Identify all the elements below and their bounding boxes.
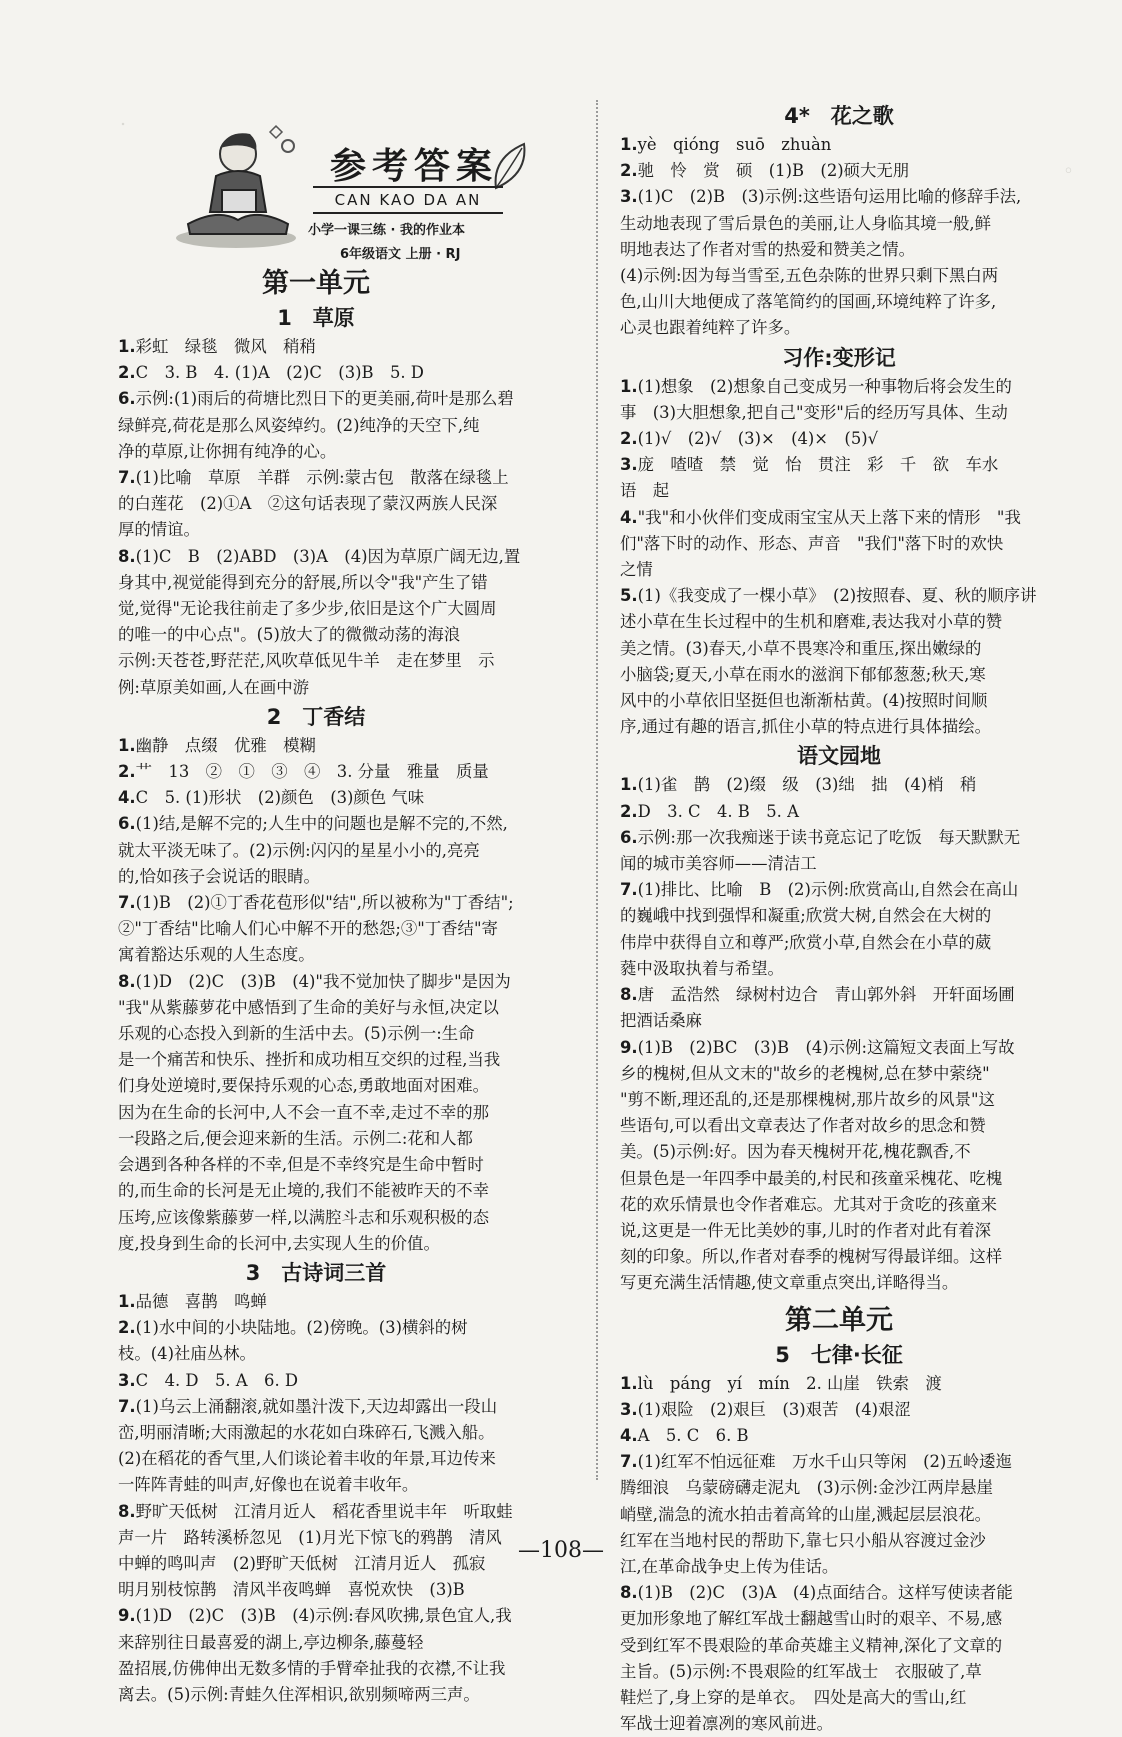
answer-line — [118, 386, 574, 412]
answer-text: 觉,觉得"无论我往前走了多少步,依旧是这个广大圆周 — [118, 599, 497, 619]
answer-text: lù páng yí mín 2. 山崖 铁索 渡 — [637, 1373, 942, 1393]
answer-text: 说,这更是一件无比美妙的事,儿时的作者对此有着深 — [620, 1220, 992, 1240]
answer-text: 美。(5)示例:好。因为春天槐树开花,槐花飘香,不 — [620, 1142, 971, 1162]
lesson-heading: 语文园地 — [797, 744, 881, 769]
answer-text: 把酒话桑麻 — [620, 1011, 702, 1031]
answer-line — [620, 211, 1058, 237]
answer-text: 绿鲜亮,荷花是那么风姿绰约。(2)纯净的天空下,纯 — [118, 415, 480, 435]
question-number: 1. — [620, 376, 638, 396]
answer-line — [620, 799, 1058, 825]
answer-line — [118, 1021, 574, 1047]
answer-line — [118, 1656, 574, 1682]
answer-title-pinyin: CAN KAO DA AN — [313, 186, 503, 214]
answer-text: 花的欢乐情景也令作者难忘。尤其对于贪吃的孩童来 — [620, 1194, 997, 1214]
answer-text: C 4. D 5. A 6. D — [135, 1370, 299, 1390]
answer-line — [118, 838, 574, 864]
answer-text: (1)乌云上涌翻滚,就如墨汁泼下,天边却露出一段山 — [135, 1396, 498, 1416]
left-column — [118, 100, 574, 1708]
answer-text: 寓着豁达乐观的人生态度。 — [118, 945, 315, 965]
question-number: 1. — [620, 775, 638, 795]
answer-text: 红军在当地村民的帮助下,靠七只小船从容渡过金沙 — [620, 1530, 986, 1550]
question-number: 4. — [620, 1425, 638, 1445]
answer-text: 峭壁,湍急的流水拍击着高耸的山崖,溅起层层浪花。 — [620, 1504, 992, 1524]
answer-text: 生动地表现了雪后景色的美丽,让人身临其境一般,鲜 — [620, 213, 992, 233]
answer-text: (1)排比、比喻 B (2)示例:欣赏高山,自然会在高山 — [637, 880, 1019, 900]
answer-line — [118, 1446, 574, 1472]
answer-line — [118, 517, 574, 543]
reading-boy-illustration — [158, 120, 308, 250]
answer-line — [620, 557, 1058, 583]
question-number: 5. — [620, 586, 638, 606]
question-number: 1. — [118, 1291, 136, 1311]
answer-line — [118, 942, 574, 968]
question-number: 7. — [620, 1452, 638, 1472]
answer-text: (1)艰险 (2)艰巨 (3)艰苦 (4)艰涩 — [637, 1399, 911, 1419]
answer-text: (1)红军不怕远征难 万水千山只等闲 (2)五岭逶迤 — [637, 1452, 1012, 1472]
answer-line — [118, 1152, 574, 1178]
answer-text: 峦,明丽清晰;大雨激起的水花如白珠碎石,飞溅入船。 — [118, 1422, 495, 1442]
answer-text: 的唯一的中心点"。(5)放大了的微微动荡的海浪 — [118, 625, 461, 645]
answer-text: 因为在生命的长河中,人不会一直不幸,走过不幸的那 — [118, 1102, 490, 1122]
answer-text: 江,在革命战争史上传为佳话。 — [620, 1556, 839, 1576]
answer-line — [620, 400, 1058, 426]
question-number: 8. — [118, 546, 136, 566]
answer-text: 身其中,视觉能得到充分的舒展,所以令"我"产生了错 — [118, 572, 488, 592]
answer-line — [118, 465, 574, 491]
question-number: 3. — [620, 455, 638, 475]
lesson-heading: 习作:变形记 — [782, 345, 896, 370]
answer-line — [620, 636, 1058, 662]
answer-text: 心灵也跟着纯粹了许多。 — [620, 318, 801, 338]
question-number: 3. — [620, 1399, 638, 1419]
answer-line — [620, 505, 1058, 531]
answer-text: 净的草原,让你拥有纯净的心。 — [118, 441, 337, 461]
answer-line — [620, 956, 1058, 982]
lesson-heading: 2 丁香结 — [266, 704, 366, 729]
answer-line — [118, 1603, 574, 1629]
answer-text: 鞋烂了,身上穿的是单衣。 四处是高大的雪山,红 — [620, 1687, 967, 1707]
answer-line — [620, 1270, 1058, 1296]
answer-line — [118, 1394, 574, 1420]
answer-line — [118, 439, 574, 465]
answer-line — [620, 982, 1058, 1008]
answer-text: 声一片 路转溪桥忽见 (1)月光下惊飞的鸦鹊 清风 — [118, 1527, 502, 1547]
answer-line — [118, 1100, 574, 1126]
answer-line — [620, 531, 1058, 557]
answer-line — [118, 1205, 574, 1231]
answer-text: (4)示例:因为每当雪至,五色杂陈的世界只剩下黑白两 — [620, 266, 999, 286]
answer-text: 的白莲花 (2)①A ②这句话表现了蒙汉两族人民深 — [118, 494, 498, 514]
question-number: 6. — [118, 389, 136, 409]
answer-text: 乐观的心态投入到新的生活中去。(5)示例一:生命 — [118, 1024, 475, 1044]
question-number: 2. — [620, 801, 638, 821]
answer-text: (1)《我变成了一棵小草》 (2)按照春、夏、秋的顺序讲 — [637, 586, 1037, 606]
answer-line — [620, 1061, 1058, 1087]
answer-text: 但景色是一年四季中最美的,村民和孩童采槐花、吃槐 — [620, 1168, 1003, 1188]
answer-text: (1)D (2)C (3)B (4)示例:春风吹拂,景色宜人,我 — [135, 1606, 512, 1626]
question-number: 6. — [118, 814, 136, 834]
answer-text: (1)C (2)B (3)示例:这些语句运用比喻的修辞手法, — [637, 187, 1022, 207]
answer-text: (1)B (2)C (3)A (4)点面结合。这样写使读者能 — [637, 1583, 1013, 1603]
answer-line — [620, 1449, 1058, 1475]
answer-line — [620, 1397, 1058, 1423]
answer-line — [118, 334, 574, 360]
answer-line — [620, 315, 1058, 341]
page-number: —108— — [518, 1538, 604, 1563]
answer-line — [620, 374, 1058, 400]
answer-text: C 5. (1)形状 (2)颜色 (3)颜色 气味 — [135, 788, 425, 808]
question-number: 1. — [118, 337, 136, 356]
answer-line — [118, 1368, 574, 1394]
right-answers — [620, 100, 1058, 1737]
answer-text: 示例:那一次我痴迷于读书竟忘记了吃饭 每天默默无 — [637, 827, 1021, 847]
answer-line — [620, 478, 1058, 504]
answer-line — [118, 544, 574, 570]
answer-line — [620, 1685, 1058, 1711]
question-number: 8. — [620, 985, 638, 1005]
question-number: 2. — [620, 161, 638, 181]
answer-text: C 3. B 4. (1)A (2)C (3)B 5. D — [135, 363, 424, 383]
answer-text: 美之情。(3)春天,小草不畏寒冷和重压,探出嫩绿的 — [620, 638, 982, 658]
answer-line — [118, 759, 574, 785]
answer-line — [118, 1047, 574, 1073]
answer-text: 更加形象地了解红军战士翻越雪山时的艰辛、不易,感 — [620, 1609, 1003, 1629]
answer-text: 的巍峨中找到强悍和凝重;欣赏大树,自然会在大树的 — [620, 906, 992, 926]
answer-text: (1)比喻 草原 羊群 示例:蒙古包 散落在绿毯上 — [135, 468, 509, 488]
answer-line — [620, 1166, 1058, 1192]
answer-text: (1)C B (2)ABD (3)A (4)因为草原广阔无边,置 — [135, 546, 521, 566]
answer-line — [620, 662, 1058, 688]
answer-text: 之情 — [620, 560, 653, 580]
answer-text: (1)水中间的小块陆地。(2)傍晚。(3)横斜的树 — [135, 1318, 468, 1338]
lesson-heading: 3 古诗词三首 — [245, 1260, 387, 1285]
question-number: 7. — [118, 893, 136, 913]
answer-text: 乡的槐树,但从文末的"故乡的老槐树,总在梦中萦绕" — [620, 1063, 990, 1083]
answer-line — [620, 714, 1058, 740]
answer-text: 刻的印象。所以,作者对春季的槐树写得最详细。这样 — [620, 1247, 1003, 1267]
answer-text: 枝。(4)社庙丛林。 — [118, 1344, 256, 1364]
answer-line — [118, 1499, 574, 1525]
answer-line — [118, 1420, 574, 1446]
unit-heading: 第一单元 — [262, 268, 370, 299]
question-number: 1. — [620, 135, 638, 154]
answer-line — [118, 1315, 574, 1341]
answer-line — [118, 969, 574, 995]
answer-line — [118, 1073, 574, 1099]
answer-text: 的,而生命的长河是无止境的,我们不能被昨天的不幸 — [118, 1181, 490, 1201]
answer-text: (1)B (2)BC (3)B (4)示例:这篇短文表面上写故 — [637, 1037, 1015, 1057]
question-number: 2. — [118, 762, 136, 782]
question-number: 3. — [118, 1370, 136, 1390]
leaf-icon — [490, 140, 530, 192]
answer-line — [118, 811, 574, 837]
answer-line — [620, 1087, 1058, 1113]
question-number: 9. — [620, 1037, 638, 1057]
answer-line — [118, 570, 574, 596]
answer-text: 序,通过有趣的语言,抓住小草的特点进行具体描绘。 — [620, 717, 992, 737]
answer-text: 明月别枝惊鹊 清风半夜鸣蝉 喜悦欢快 (3)B — [118, 1580, 465, 1600]
answer-line — [620, 1035, 1058, 1061]
answer-text: D 3. C 4. B 5. A — [637, 801, 799, 821]
question-number: 7. — [118, 468, 136, 488]
answer-text: 是一个痛苦和快乐、挫折和成功相互交织的过程,当我 — [118, 1050, 501, 1070]
question-number: 3. — [620, 187, 638, 207]
answer-text: 彩虹 绿毯 微风 稍稍 — [135, 337, 316, 356]
answer-line — [118, 413, 574, 439]
question-number: 8. — [620, 1583, 638, 1603]
answer-line — [118, 995, 574, 1021]
answer-text: (2)在稻花的香气里,人们谈论着丰收的年景,耳边传来 — [118, 1449, 496, 1469]
answer-line — [620, 583, 1058, 609]
grade-label: 6年级语文 上册 · RJ — [340, 247, 461, 262]
answer-line — [118, 890, 574, 916]
question-number: 1. — [118, 735, 136, 755]
answer-text: yè qióng suō zhuàn — [637, 135, 832, 154]
answer-text: 庞 喳喳 禁 觉 怡 贯注 彩 千 欲 车水 — [637, 455, 999, 475]
answer-line — [118, 596, 574, 622]
answer-text: 艹 13 ② ① ③ ④ 3. 分量 雅量 质量 — [135, 762, 489, 782]
answer-text: (1)结,是解不完的;人生中的问题也是解不完的,不然, — [135, 814, 508, 834]
answer-line — [620, 1008, 1058, 1034]
answer-text: 述小草在生长过程中的生机和磨难,表达我对小草的赞 — [620, 612, 1003, 632]
answer-text: 色,山川大地便成了落笔简约的国画,环境纯粹了许多, — [620, 292, 997, 312]
answer-text: ②"丁香结"比喻人们心中解不开的愁怨;③"丁香结"寄 — [118, 919, 498, 939]
question-number: 1. — [620, 1373, 638, 1393]
answer-text: 离去。(5)示例:青蛙久住浑相识,欲别频啼两三声。 — [118, 1684, 480, 1704]
question-number: 8. — [118, 971, 136, 991]
answer-text: 风中的小草依旧坚挺但也渐渐枯黄。(4)按照时间顺 — [620, 691, 988, 711]
answer-text: 厚的情谊。 — [118, 520, 200, 540]
answer-text: 会遇到各种各样的不幸,但是不幸终究是生命中暂时 — [118, 1155, 484, 1175]
answer-line — [118, 491, 574, 517]
question-number: 7. — [118, 1396, 136, 1416]
answer-text: 明地表达了作者对雪的热爱和赞美之情。 — [620, 239, 916, 259]
answer-line — [118, 675, 574, 701]
answer-line — [620, 1659, 1058, 1685]
answer-line — [118, 1126, 574, 1152]
answer-text: 些语句,可以看出文章表达了作者对故乡的思念和赞 — [620, 1116, 986, 1136]
answer-text: 写更充满生活情趣,使文章重点突出,详略得当。 — [620, 1273, 959, 1293]
answer-text: 军战士迎着凛冽的寒风前进。 — [620, 1714, 834, 1734]
answer-text: 野旷天低树 江清月近人 稻花香里说丰年 听取蛙 — [135, 1501, 513, 1521]
lesson-heading: 5 七律·长征 — [775, 1342, 903, 1367]
answer-line — [620, 1218, 1058, 1244]
question-number: 2. — [118, 363, 136, 383]
answer-line — [620, 132, 1058, 158]
answer-line — [620, 1502, 1058, 1528]
answer-line — [620, 289, 1058, 315]
question-number: 9. — [118, 1606, 136, 1626]
answer-text: 事 (3)大胆想象,把自己"变形"后的经历写具体、生动 — [620, 402, 1008, 422]
answer-text: "剪不断,理还乱的,还是那棵槐树,那片故乡的风景"这 — [620, 1089, 995, 1109]
question-number: 4. — [118, 788, 136, 808]
answer-line — [620, 184, 1058, 210]
answer-line — [118, 785, 574, 811]
answer-line — [118, 622, 574, 648]
answer-text: 压垮,应该像紫藤萝一样,以满腔斗志和乐观积极的态 — [118, 1207, 490, 1227]
question-number: 7. — [620, 880, 638, 900]
answer-line — [620, 1580, 1058, 1606]
answer-text: 们身处逆境时,要保持乐观的心态,勇敢地面对困难。 — [118, 1076, 490, 1096]
question-number: 2. — [620, 429, 638, 449]
answer-text: 唐 孟浩然 绿树村边合 青山郭外斜 开轩面场圃 — [637, 985, 1015, 1005]
answer-line — [620, 1606, 1058, 1632]
question-number: 6. — [620, 827, 638, 847]
unit-heading: 第二单元 — [785, 1304, 893, 1336]
answer-line — [620, 1192, 1058, 1218]
answer-text: 例:草原美如画,人在画中游 — [118, 677, 310, 697]
answer-line — [118, 1577, 574, 1603]
answer-text: 小脑袋;夏天,小草在雨水的滋润下郁郁葱葱;秋天,寒 — [620, 664, 986, 684]
answer-line — [620, 609, 1058, 635]
answer-line — [620, 877, 1058, 903]
answer-line — [620, 930, 1058, 956]
answer-line — [620, 772, 1058, 798]
answer-text: 幽静 点缀 优雅 模糊 — [135, 735, 316, 755]
answer-text: "我"从紫藤萝花中感悟到了生命的美好与永恒,决定以 — [118, 997, 499, 1017]
answer-text: (1)想象 (2)想象自己变成另一种事物后将会发生的 — [637, 376, 1012, 396]
answer-title: 参考答案 — [330, 146, 499, 187]
answer-line — [620, 452, 1058, 478]
answer-line — [620, 688, 1058, 714]
answer-text: 品德 喜鹊 鸣蝉 — [135, 1291, 267, 1311]
answer-text: 度,投身到生命的长河中,去实现人生的价值。 — [118, 1233, 440, 1253]
answer-text: 一段路之后,便会迎来新的生活。示例二:花和人都 — [118, 1128, 473, 1148]
answer-text: 示例:(1)雨后的荷塘比烈日下的更美丽,荷叶是那么碧 — [135, 389, 514, 409]
answer-text: 语 起 — [620, 481, 670, 501]
answer-line — [118, 1341, 574, 1367]
answer-text: 就太平淡无味了。(2)示例:闪闪的星星小小的,亮亮 — [118, 840, 480, 860]
answer-text: 主旨。(5)示例:不畏艰险的红军战士 衣服破了,草 — [620, 1661, 982, 1681]
answer-text: 来辞别往日最喜爱的湖上,亭边柳条,藤蔓轻 — [118, 1632, 424, 1652]
question-number: 8. — [118, 1501, 136, 1521]
answer-text: 们"落下时的动作、形态、声音 "我们"落下时的欢快 — [620, 533, 1004, 553]
answer-line — [620, 426, 1058, 452]
answer-text: 伟岸中获得自立和尊严;欣赏小草,自然会在小草的葳 — [620, 932, 992, 952]
answer-text: A 5. C 6. B — [637, 1425, 749, 1445]
answer-line — [620, 237, 1058, 263]
answer-text: 一阵阵青蛙的叫声,好像也在说着丰收年。 — [118, 1475, 419, 1495]
answer-text: 示例:天苍苍,野茫茫,风吹草低见牛羊 走在梦里 示 — [118, 651, 495, 671]
answer-line — [620, 263, 1058, 289]
answer-line — [620, 1423, 1058, 1449]
answer-line — [118, 648, 574, 674]
answer-line — [620, 1244, 1058, 1270]
bleed-through: . 。 — [120, 108, 1086, 176]
answer-line — [118, 733, 574, 759]
answer-text: 闻的城市美容师——清洁工 — [620, 854, 817, 874]
answer-text: 驰 怜 赏 硕 (1)B (2)硕大无朋 — [637, 161, 910, 181]
answer-line — [620, 1113, 1058, 1139]
answer-line — [118, 1178, 574, 1204]
answer-line — [118, 864, 574, 890]
question-number: 2. — [118, 1318, 136, 1338]
answer-line — [118, 916, 574, 942]
answer-line — [118, 1231, 574, 1257]
answer-line — [620, 903, 1058, 929]
answer-line — [620, 158, 1058, 184]
answer-text: "我"和小伙伴们变成雨宝宝从天上落下来的情形 "我 — [637, 507, 1021, 527]
column-divider — [596, 100, 598, 1480]
lesson-heading: 1 草原 — [277, 306, 355, 330]
answer-text: 受到红军不畏艰险的革命英雄主义精神,深化了文章的 — [620, 1635, 1003, 1655]
answer-text: 蕤中汲取执着与希望。 — [620, 958, 784, 978]
answer-text: (1)√ (2)√ (3)× (4)× (5)√ — [637, 429, 879, 449]
series-name: 小学一课三练 · 我的作业本 — [308, 223, 465, 238]
answer-text: (1)雀 鹊 (2)缀 级 (3)绌 拙 (4)梢 稍 — [637, 775, 977, 795]
answer-text: 中蝉的鸣叫声 (2)野旷天低树 江清月近人 孤寂 — [118, 1553, 486, 1573]
answer-line — [620, 1475, 1058, 1501]
right-column — [620, 100, 1058, 1737]
answer-line — [118, 1630, 574, 1656]
answer-line — [118, 360, 574, 386]
answer-line — [118, 1289, 574, 1315]
answer-text: 盈招展,仿佛伸出无数多情的手臂牵扯我的衣襟,不让我 — [118, 1658, 506, 1678]
left-answers — [118, 266, 574, 1708]
answer-line — [620, 825, 1058, 851]
lesson-heading: 4* 花之歌 — [784, 104, 894, 128]
answer-line — [620, 1371, 1058, 1397]
answer-text: 的,恰如孩子会说话的眼睛。 — [118, 866, 320, 886]
answer-header — [118, 100, 574, 260]
answer-text: 腾细浪 乌蒙磅礴走泥丸 (3)示例:金沙江两岸悬崖 — [620, 1478, 993, 1498]
answer-text: (1)B (2)①丁香花苞形似"结",所以被称为"丁香结"; — [135, 893, 514, 913]
answer-line — [118, 1682, 574, 1708]
answer-line — [620, 1711, 1058, 1737]
answer-line — [620, 1139, 1058, 1165]
answer-line — [620, 851, 1058, 877]
answer-line — [620, 1633, 1058, 1659]
answer-line — [118, 1472, 574, 1498]
answer-text: (1)D (2)C (3)B (4)"我不觉加快了脚步"是因为 — [135, 971, 511, 991]
question-number: 4. — [620, 507, 638, 527]
